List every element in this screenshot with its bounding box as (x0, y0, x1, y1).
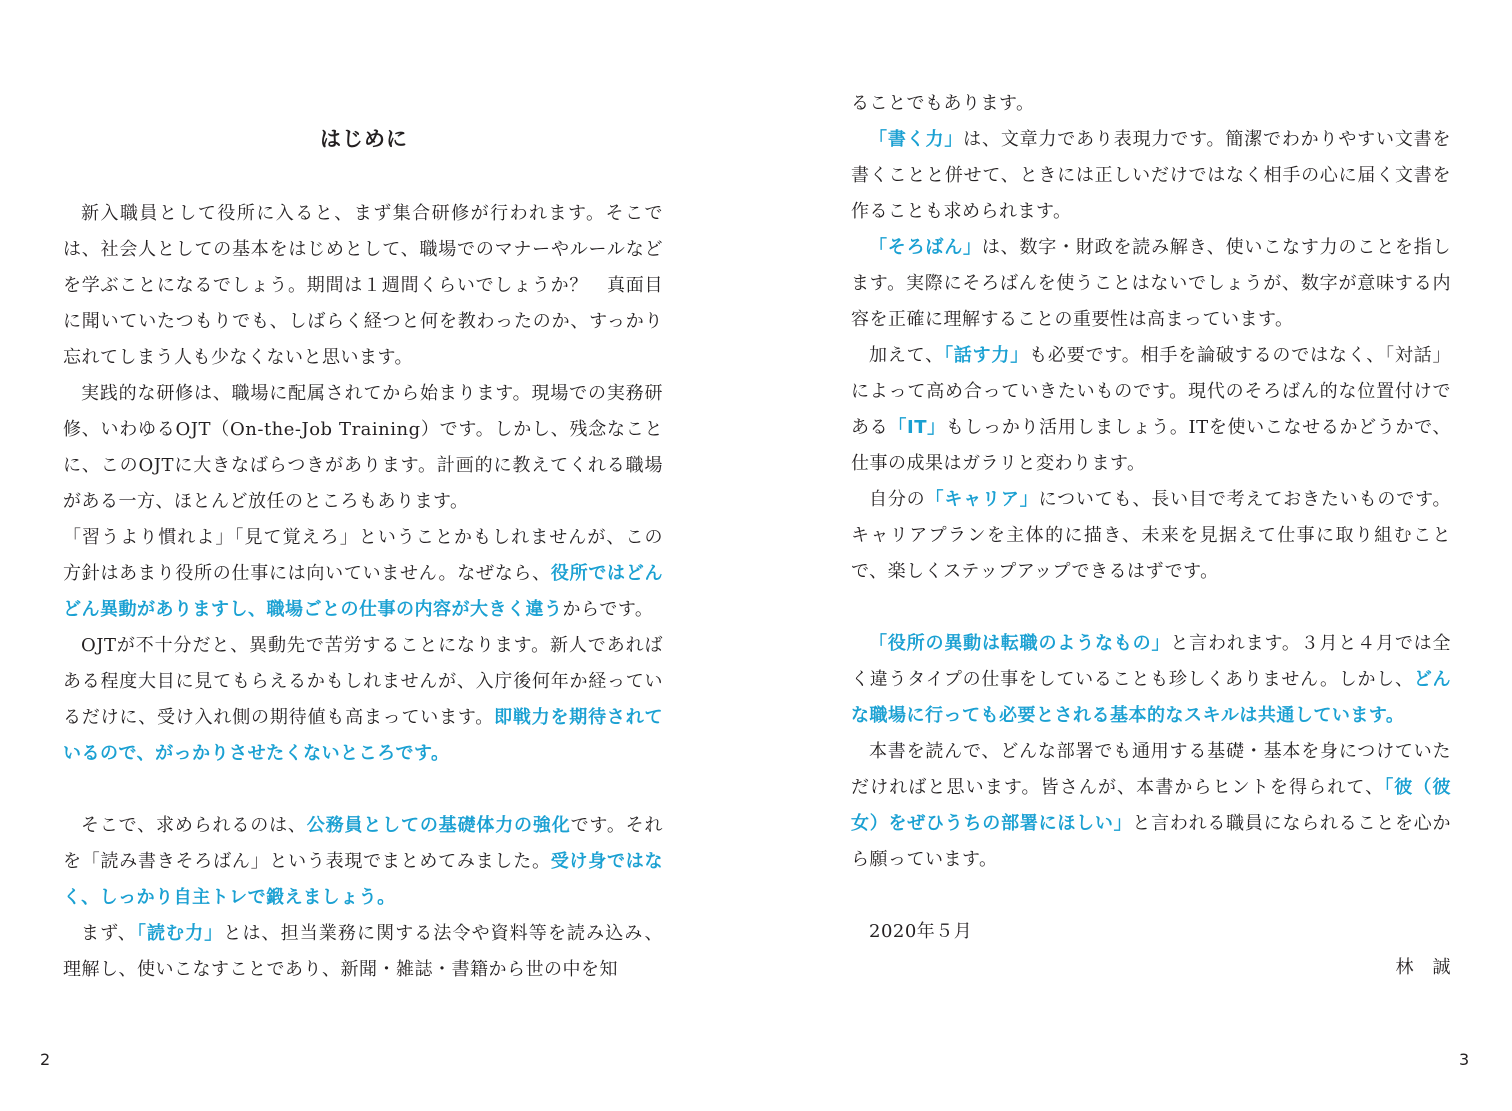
paragraph-gap (63, 772, 663, 808)
paragraph (851, 626, 1451, 734)
right-paragraphs (851, 86, 1451, 914)
paragraph (851, 122, 1451, 230)
highlighted-text: 受け身ではなく、しっかり自主トレで鍛えましょう。 (63, 851, 664, 908)
highlighted-text: 「読む力」 (136, 923, 224, 944)
paragraph-gap (851, 590, 1451, 626)
body-text-run: 新入職員として役所に入ると、まず集合研修が行われます。そこでは、社会人としての基本をはじめとして、職場でのマナーやルールなどを学ぶことになるでしょう。期間は１週間くらいでしょうか？ 真面目に聞いていたつもりでも、しばらく経つと何を教わったのか、すっかり忘れてしまう人も少なくないと思います。 (63, 203, 663, 368)
highlighted-text: 「書く力」 (869, 129, 964, 150)
body-text-run: です。それを「読み書きそろばん」という表現でまとめてみました。 (63, 815, 664, 872)
paragraph (63, 376, 663, 520)
page-number-left: 2 (40, 1050, 51, 1069)
paragraph (851, 734, 1451, 878)
right-page (756, 0, 1512, 1111)
paragraph (851, 86, 1451, 122)
paragraph (63, 628, 663, 772)
body-text-run: からです。 (562, 599, 654, 620)
highlighted-text: 「そろばん」 (869, 237, 982, 258)
paragraph (63, 916, 663, 988)
paragraph (851, 338, 1451, 482)
body-text-run: 加えて、 (869, 345, 944, 366)
body-text-run: 「習うより慣れよ」「見て覚えろ」ということかもしれませんが、この方針はあまり役所の仕事には向いていません。なぜなら、 (63, 527, 663, 584)
body-text-run: とは、担当業務に関する法令や資料等を読み込み、理解し、使いこなすことであり、新聞・雑誌・書籍から世の中を知 (63, 923, 664, 980)
highlighted-text: 「役所の異動は転職のようなもの」 (869, 633, 1171, 654)
body-text-run: と言われる職員になられることを心から願っています。 (851, 813, 1452, 870)
page-title: はじめに (320, 127, 408, 151)
body-text-run: 実践的な研修は、職場に配属されてから始まります。現場での実務研修、いわゆるOJT（On-the-Job Training）です。しかし、残念なことに、このOJTに大きなばらつきがあります。計画的に教えてくれる職場がある一方、ほとんど放任のところもあります。 (63, 383, 663, 512)
body-text-run: まず、 (81, 923, 137, 944)
highlighted-text: どんな職場に行っても必要とされる基本的なスキルは共通しています。 (851, 669, 1452, 726)
highlighted-text: 「キャリア」 (925, 489, 1039, 510)
body-text-run: そこで、求められるのは、 (81, 815, 307, 836)
body-text-run: ることでもあります。 (851, 93, 1035, 114)
right-body-text (851, 86, 1451, 986)
page-number-right: 3 (1459, 1050, 1470, 1069)
highlighted-text: 「彼（彼女）をぜひうちの部署にほしい」 (851, 777, 1452, 834)
highlighted-text: 「IT」 (888, 417, 946, 438)
body-text-run: についても、長い目で考えておきたいものです。キャリアプランを主体的に描き、未来を見据えて仕事に取り組むことで、楽しくステップアップできるはずです。 (851, 489, 1451, 582)
left-body-text (63, 196, 663, 988)
body-text-run: は、数字・財政を読み解き、使いこなす力のことを指します。実際にそろばんを使うことはないでしょうが、数字が意味する内容を正確に理解することの重要性は高まっています。 (851, 237, 1451, 330)
paragraph (63, 808, 663, 916)
date-line: 2020年５月 (869, 921, 973, 942)
highlighted-text: 公務員としての基礎体力の強化 (306, 815, 571, 836)
highlighted-text: 役所ではどんどん異動がありますし、職場ごとの仕事の内容が大きく違う (63, 563, 664, 620)
paragraph-gap (851, 878, 1451, 914)
paragraph (851, 230, 1451, 338)
body-text-run: 自分の (869, 489, 926, 510)
paragraph (63, 196, 663, 376)
body-text-run: は、文章力であり表現力です。簡潔でわかりやすい文書を書くことと併せて、ときには正しいだけではなく相手の心に届く文書を作ることも求められます。 (851, 129, 1451, 222)
highlighted-text: 「話す力」 (943, 345, 1030, 366)
body-text-run: 本書を読んで、どんな部署でも通用する基礎・基本を身につけていただければと思います。皆さんが、本書からヒントを得られて、 (851, 741, 1451, 798)
paragraph (851, 482, 1451, 590)
highlighted-text: 即戦力を期待されているので、がっかりさせたくないところです。 (63, 707, 663, 764)
paragraph (63, 520, 663, 628)
author-name: 林 誠 (1395, 957, 1451, 978)
body-text-run: OJTが不十分だと、異動先で苦労することになります。新人であればある程度大目に見てもらえるかもしれませんが、入庁後何年か経っているだけに、受け入れ側の期待値も高まっています。 (63, 635, 663, 728)
body-text-run: と言われます。３月と４月では全く違うタイプの仕事をしていることも珍しくありません。しかし、 (851, 633, 1452, 690)
body-text-run: も必要です。相手を論破するのではなく、「対話」によって高め合っていきたいものです。現代のそろばん的な位置付けである (851, 345, 1451, 438)
body-text-run: もしっかり活用しましょう。ITを使いこなせるかどうかで、仕事の成果はガラリと変わります。 (851, 417, 1451, 474)
